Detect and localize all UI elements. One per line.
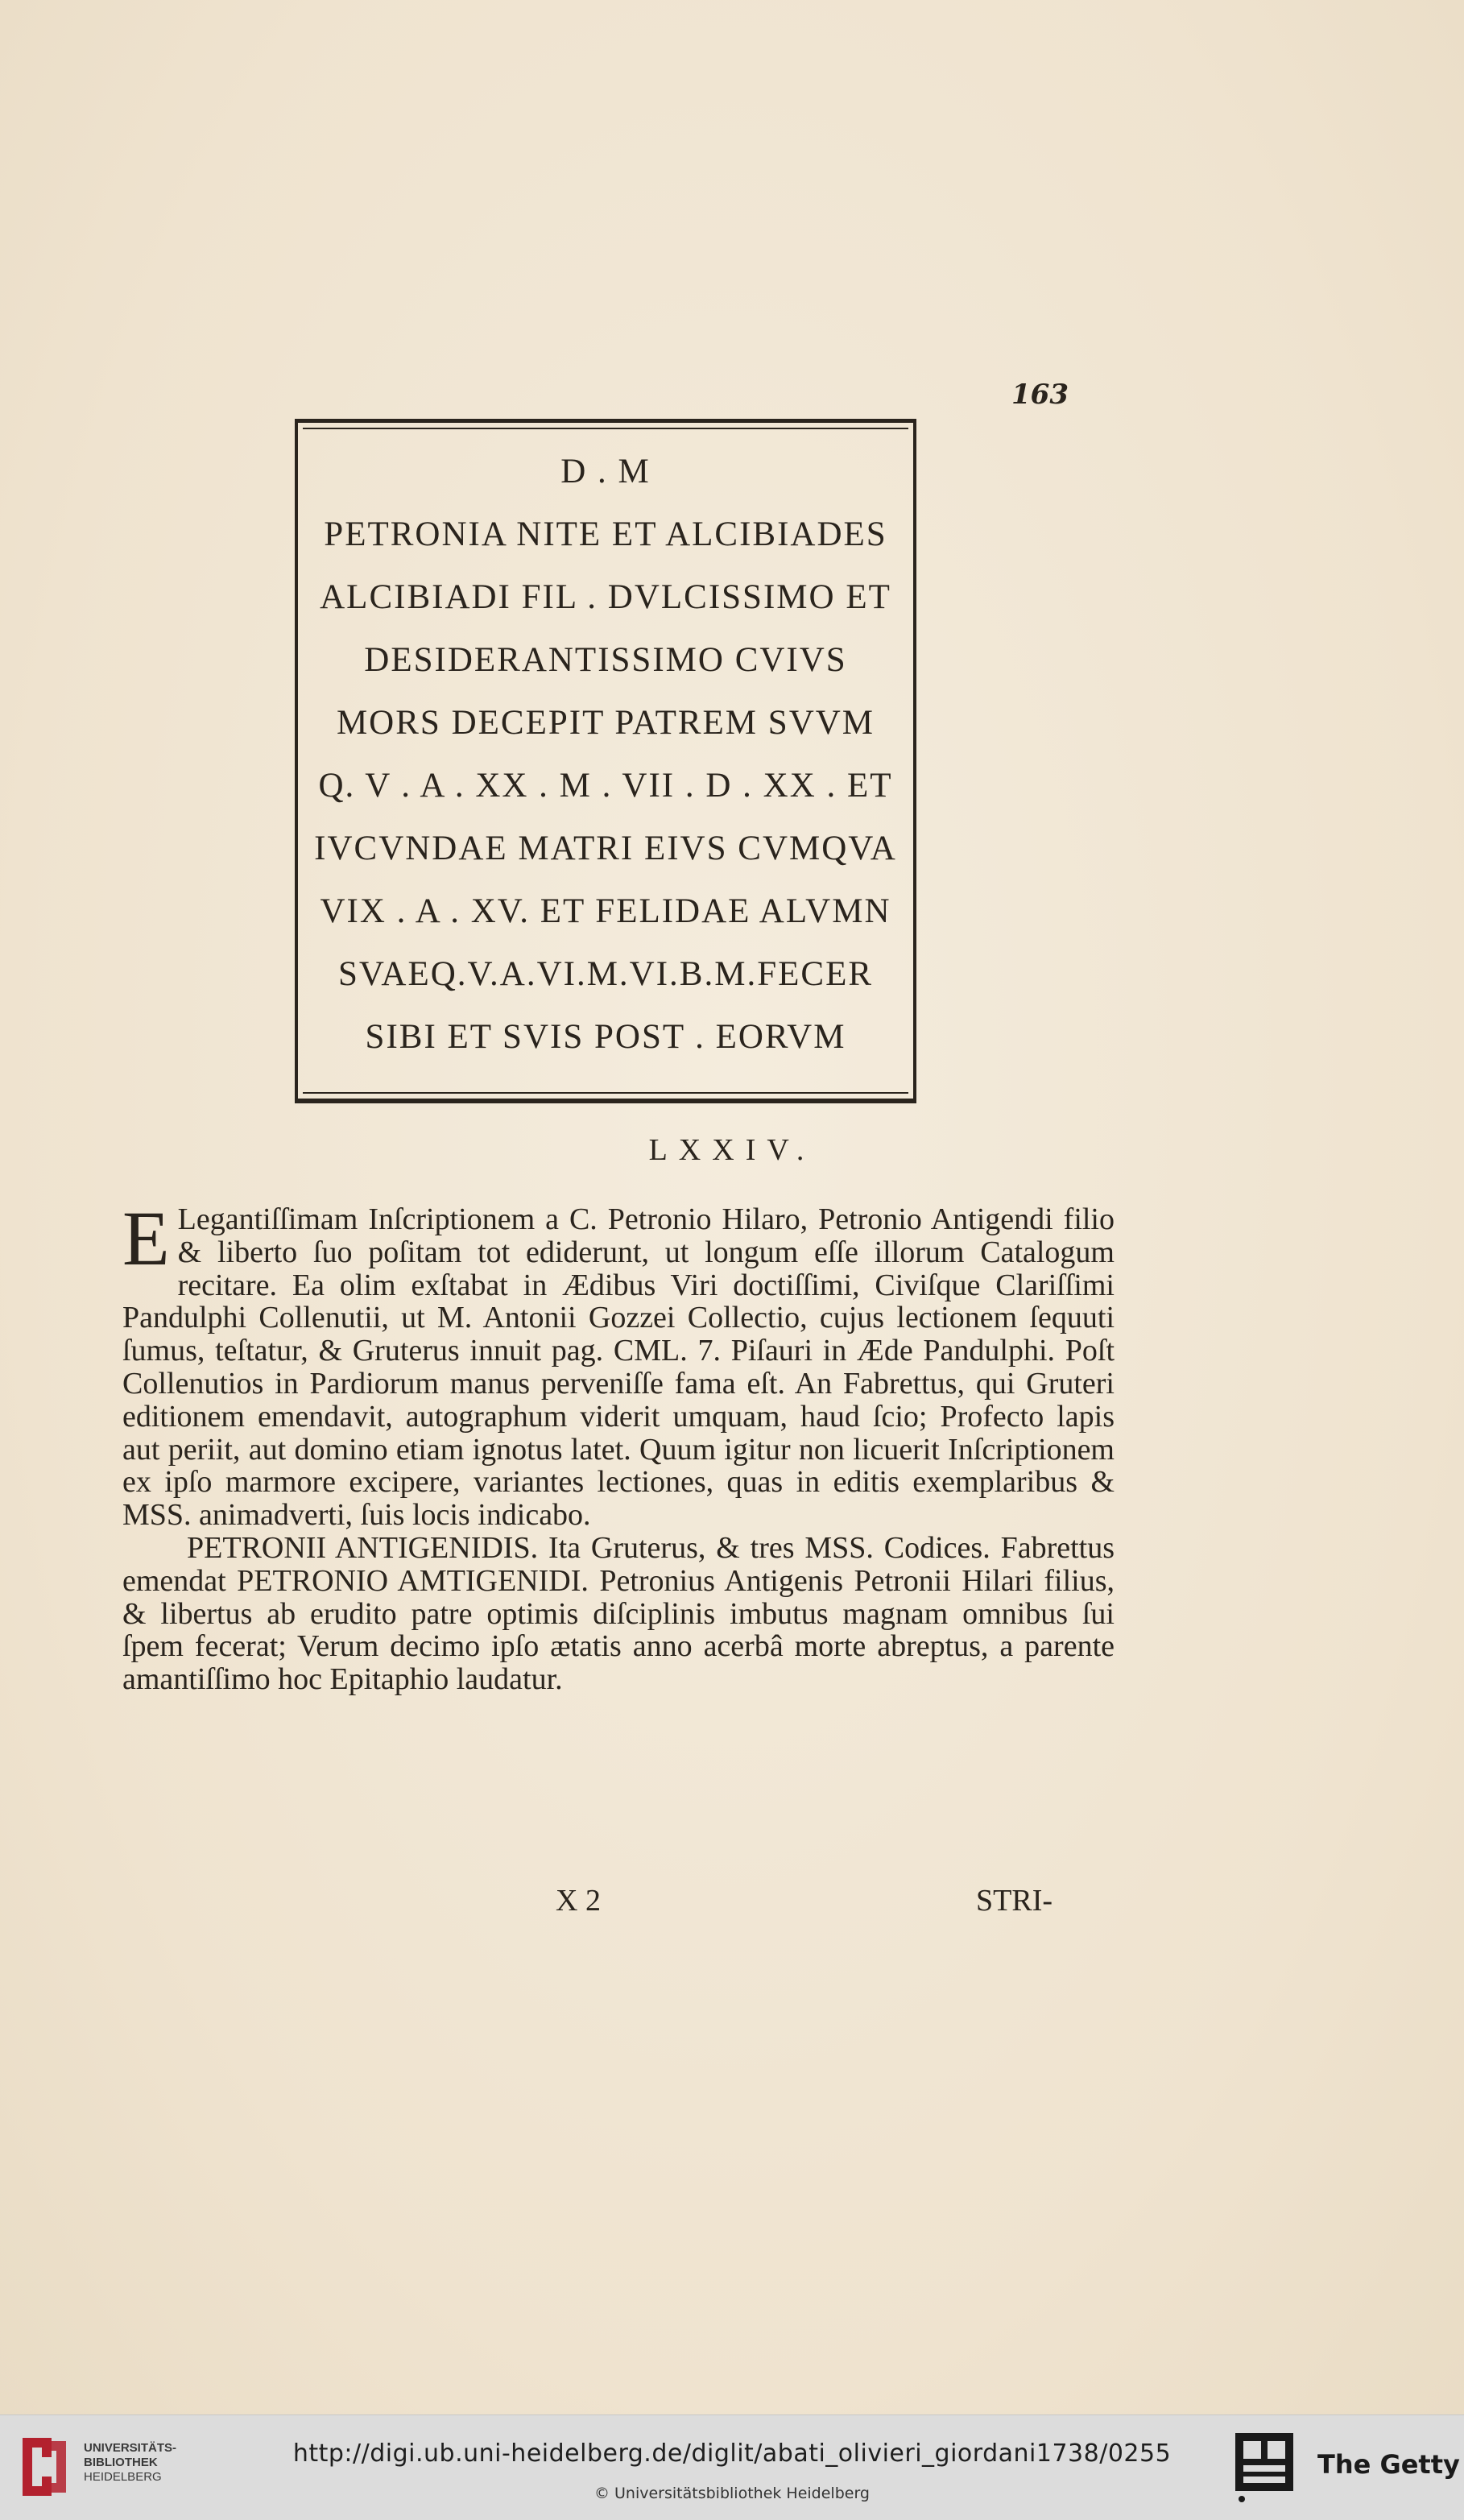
library-name-line: HEIDELBERG — [84, 2470, 162, 2484]
inscription-box — [295, 419, 916, 1103]
library-name-line: BIBLIOTHEK — [84, 2456, 158, 2469]
inscription-line: PETRONIA NITE ET ALCIBIADES — [324, 515, 887, 553]
viewer-footer — [0, 2414, 1464, 2520]
paragraph-1 — [122, 1195, 1115, 1533]
signature-mark: X 2 — [556, 1884, 601, 1918]
inscription-line: Q. V . A . XX . M . VII . D . XX . ET — [318, 767, 893, 805]
library-name-line: UNIVERSITÄTS- — [84, 2441, 177, 2455]
section-heading: LXXIV. — [648, 1133, 816, 1167]
copyright-notice: © Universitätsbibliothek Heidelberg — [593, 2485, 870, 2502]
catchword: STRI- — [976, 1884, 1053, 1918]
inscription-line: SIBI ET SVIS POST . EORVM — [365, 1018, 846, 1056]
drop-cap: E — [122, 1195, 170, 1281]
inscription-line: D . M — [560, 453, 651, 490]
page-number: 163 — [1011, 379, 1069, 411]
inscription-line: VIX . A . XV. ET FELIDAE ALVMN — [320, 892, 891, 930]
inscription-line: ALCIBIADI FIL . DVLCISSIMO ET — [320, 578, 891, 616]
paragraph-2: PETRONII ANTIGENIDIS. Ita Gruterus, & tres MSS. Codices. Fabrettus emendat PETRONIO AMTIGENIDI. Petronius Antigenis Petronii Hilari filius, & libertus ab erudito patre optimis diſciplinis imbutus magnam omnibus ſui ſpem fecerat; Verum decimo ipſo ætatis anno acerbâ morte abreptus, a parente amantiſſimo hoc Epitaphio laudatur. — [122, 1530, 1115, 1697]
partner-name: The Getty — [1317, 2449, 1460, 2480]
permalink-url[interactable]: http://digi.ub.uni-heidelberg.de/diglit/abati_olivieri_giordani1738/0255 — [292, 2439, 1172, 2468]
commentary-text — [122, 1195, 1115, 1697]
getty-logo-icon[interactable] — [1232, 2430, 1297, 2504]
inscription-line: DESIDERANTISSIMO CVIVS — [364, 641, 847, 679]
inscription-line: MORS DECEPIT PATREM SVVM — [336, 704, 875, 742]
inscription-line: IVCVNDAE MATRI EIVS CVMQVA — [314, 830, 897, 867]
inscription-line: SVAEQ.V.A.VI.M.VI.B.M.FECER — [337, 955, 874, 993]
paragraph-1-text: Legantiſſimam Inſcriptionem a C. Petronio Hilaro, Petronio Antigendi filio & liberto ſuo poſitam tot ediderunt, ut longum eſſe illorum Catalogum recitare. Ea olim exſtabat in Ædibus Viri doctiſſimi, Civiſque Clariſſimi Pandulphi Collenutii, ut M. Antonii Gozzei Collectio, cujus lectionem ſequuti ſumus, teſtatur, & Gruterus innuit pag. CML. 7. Piſauri in Æde Pandulphi. Poſt Collenutios in Pardiorum manus perveniſſe fama eſt. An Fabrettus, qui Gruteri editionem emendavit, autographum viderit umquam, haud ſcio; Profecto lapis aut periit, aut domino etiam ignotus latet. Quum igitur non licuerit Inſcriptionem ex ipſo marmore excipere, variantes lectiones, quas in editis exemplaribus & MSS. animadverti, ſuis locis indicabo. — [122, 1202, 1115, 1533]
